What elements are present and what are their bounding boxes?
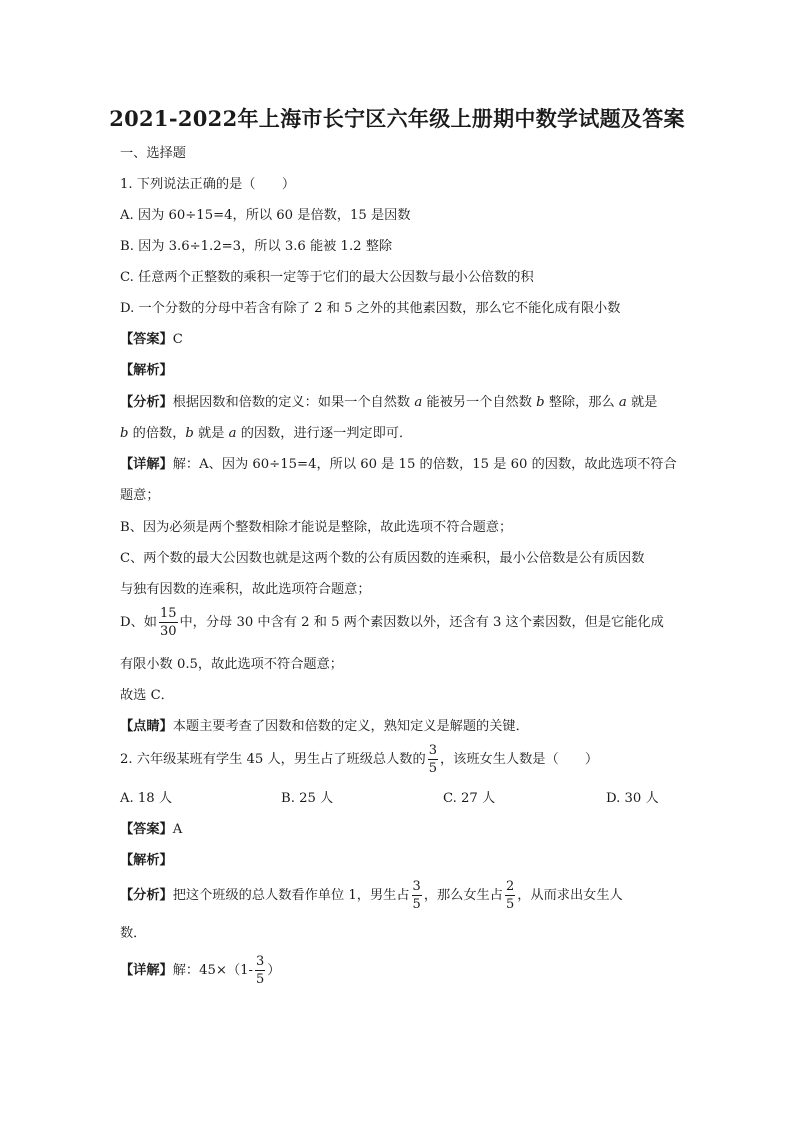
fraction-denominator: 5: [505, 897, 515, 912]
q1-option-b: B. 因为 3.6÷1.2=3，所以 3.6 能被 1.2 整除: [120, 239, 393, 254]
q1-option-c: C. 任意两个正整数的乘积一定等于它们的最大公因数与最小公倍数的积: [120, 270, 534, 285]
fraction-denominator: 5: [256, 972, 265, 987]
fraction-3-5: [428, 744, 438, 775]
q2-option-d: D. 30 人: [606, 791, 659, 806]
q1-option-a: A. 因为 60÷15=4，所以 60 是倍数，15 是因数: [120, 208, 411, 223]
q2-stem: [120, 744, 598, 775]
fraction-3-5: [255, 955, 265, 986]
fraction-denominator: 5: [428, 761, 437, 776]
q1-xiangjie-c1: C、两个数的最大公因数也就是这两个数的公有质因数的连乘积，最小公倍数是公有质因数: [120, 551, 645, 566]
fraction-numerator: 2: [505, 879, 515, 894]
answer-label: 【答案】: [120, 822, 173, 837]
answer-label: 【答案】: [120, 332, 173, 347]
fraction-15-30: [159, 607, 178, 638]
xiangjie-text: 解：45×（1-: [172, 963, 253, 978]
answer-value: A: [172, 822, 183, 837]
fenxi-text: 就是: [626, 395, 658, 410]
dianjing-text: 本题主要考查了因数和倍数的定义，熟知定义是解题的关键．: [172, 719, 529, 734]
var-b: b: [536, 395, 545, 410]
xiangjie-label: 【详解】: [120, 457, 173, 472]
var-a: a: [228, 426, 237, 441]
fenxi-label: 【分析】: [120, 888, 173, 903]
q1-stem: 1. 下列说法正确的是（ ）: [120, 177, 296, 192]
q1-option-d: D. 一个分数的分母中若含有除了 2 和 5 之外的其他素因数，那么它不能化成有限小数: [120, 301, 621, 316]
var-a: a: [618, 395, 627, 410]
fenxi-text: 就是: [193, 426, 229, 441]
fraction-denominator: 5: [412, 897, 421, 912]
fenxi-text: ，从而求出女生人: [517, 888, 623, 903]
fraction-denominator: 30: [159, 624, 177, 639]
q1-fenxi-line1: [120, 395, 657, 411]
fraction-numerator: 3: [428, 743, 437, 758]
var-a: a: [414, 395, 423, 410]
q1-dianjing: [120, 719, 529, 735]
fenxi-text: 的因数，进行逐一判定即可．: [236, 426, 413, 441]
q1-conclusion: 故选 C．: [120, 688, 174, 703]
xiangjie-text: 中，分母 30 中含有 2 和 5 两个素因数以外，还含有 3 这个素因数，但是它能化成: [179, 615, 664, 630]
xiangjie-text: D、如: [120, 615, 157, 630]
fraction-2-5: [505, 880, 515, 911]
q1-xiangjie-c2: 与独有因数的连乘积，故此选项符合题意；: [120, 582, 371, 597]
q2-fenxi-line2: 数．: [120, 926, 147, 941]
fenxi-text: 根据因数和倍数的定义：如果一个自然数: [172, 395, 415, 410]
q1-xiangjie-a: [120, 457, 677, 473]
q2-xiangjie: [120, 955, 280, 986]
fenxi-text: 能被另一个自然数: [422, 395, 537, 410]
fenxi-label: 【分析】: [120, 395, 173, 410]
q2-stem-text: ，该班女生人数是（ ）: [439, 752, 599, 767]
q1-xiangjie-d1: [120, 607, 664, 638]
xiangjie-text: ）: [267, 963, 281, 978]
fenxi-text: 整除，那么: [544, 395, 619, 410]
fraction-3-5: [412, 880, 422, 911]
xiangjie-text: 解：A、因为 60÷15=4，所以 60 是 15 的倍数，15 是 60 的因数，故此选项不符合: [172, 457, 677, 472]
q2-fenxi-line1: [120, 880, 623, 911]
q2-answer: [120, 822, 182, 838]
q1-analysis-label: 【解析】: [120, 363, 173, 378]
fenxi-text: 把这个班级的总人数看作单位 1，男生占: [172, 888, 410, 903]
fenxi-text: ，那么女生占: [423, 888, 503, 903]
var-b: b: [120, 426, 129, 441]
fraction-numerator: 15: [159, 606, 177, 621]
q1-answer: [120, 332, 183, 348]
fraction-numerator: 3: [256, 954, 265, 969]
section-heading: 一、选择题: [120, 146, 186, 161]
fenxi-text: 的倍数，: [128, 426, 186, 441]
q2-stem-text: 2. 六年级某班有学生 45 人，男生占了班级总人数的: [120, 752, 426, 767]
q1-fenxi-line2: [120, 426, 412, 442]
q1-xiangjie-b: B、因为必须是两个整数相除才能说是整除，故此选项不符合题意；: [120, 520, 513, 535]
q1-xiangjie-d2: 有限小数 0.5，故此选项不符合题意；: [120, 657, 343, 672]
q2-analysis-label: 【解析】: [120, 853, 173, 868]
q2-option-c: C. 27 人: [443, 791, 496, 806]
q2-option-b: B. 25 人: [281, 791, 334, 806]
var-b: b: [185, 426, 194, 441]
q1-xiangjie-a2: 题意；: [120, 488, 160, 503]
answer-value: C: [172, 332, 183, 347]
xiangjie-label: 【详解】: [120, 963, 173, 978]
dianjing-label: 【点睛】: [120, 719, 173, 734]
fraction-numerator: 3: [412, 879, 421, 894]
page-title: 2021-2022年上海市长宁区六年级上册期中数学试题及答案: [109, 106, 685, 131]
q2-option-a: A. 18 人: [120, 791, 173, 806]
